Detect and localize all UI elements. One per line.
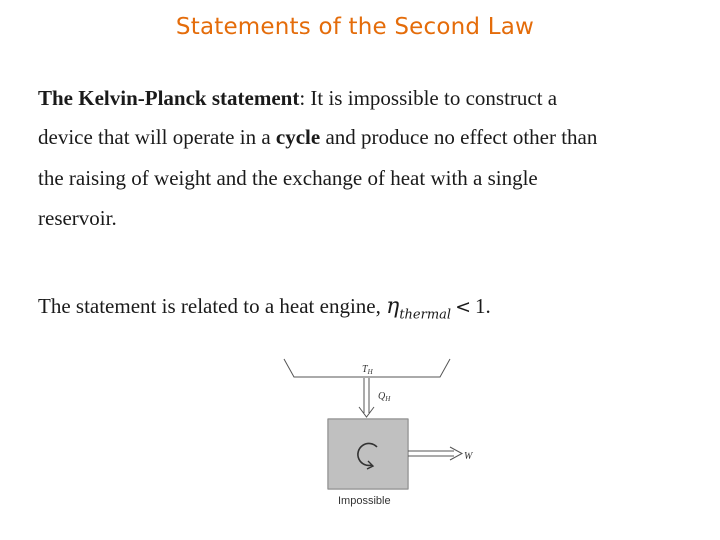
efficiency-limit: 1 [474,294,486,318]
impossible-caption: Impossible [338,495,391,507]
relation-line [38,294,491,322]
statement-line-1 [38,86,557,111]
relation-text: The statement is related to a heat engine, [38,294,387,318]
cycle-keyword: cycle [275,125,321,149]
impossible-engine-diagram [270,355,473,515]
eta-subscript: thermal [399,307,452,323]
heat-arrow-head [359,407,374,417]
work-label: W [464,451,473,462]
eta-symbol: η [386,294,400,319]
less-than-operator: < [455,296,471,318]
heat-label: $Q_H$ [378,391,391,403]
relation-end: . [485,294,491,318]
statement-line-4: reservoir. [38,206,117,230]
slide-title: Statements of the Second Law [175,14,535,40]
reservoir-label: $T_H$ [362,364,373,376]
heat-engine-texture [328,419,408,489]
kelvin-planck-heading: The Kelvin-Planck statement [38,86,300,110]
statement-line-1-text: : It is impossible to construct a [299,86,558,110]
statement-line-2-text-b: and produce no effect other than [320,125,598,149]
statement-line-3: the raising of weight and the exchange of heat with a single [38,166,538,190]
statement-line-2-text-a: device that will operate in a [38,125,276,149]
statement-line-2 [38,125,597,150]
efficiency-symbol [386,294,452,323]
work-arrow-head [450,447,462,460]
